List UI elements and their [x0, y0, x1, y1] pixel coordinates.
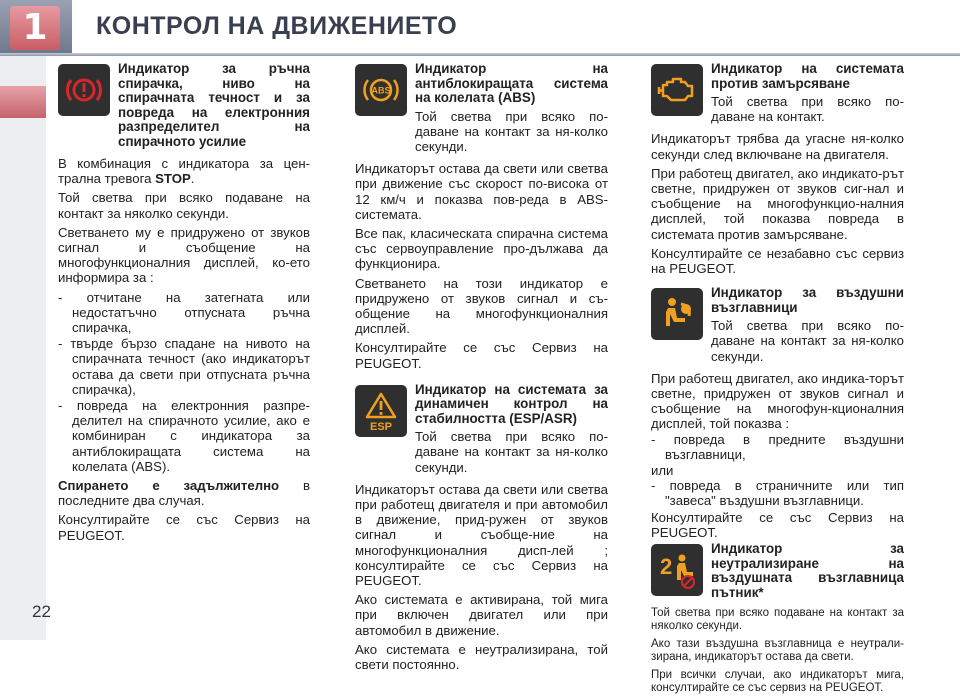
esp-subtitle: Той светва при всяко по-даване на контакт за ня-колко секунди. — [415, 429, 608, 475]
emphasis: Спирането е задължително — [58, 478, 280, 494]
bullet-list — [58, 290, 310, 474]
paragraph: При работещ двигател, ако индикато-рът светне, придружен от звуков сиг-нал и съобщение на многофункцио-налния дисплей, той показва повреда в системата против замърсяване. — [651, 165, 904, 242]
paragraph: Той светва при всяко подаване на контакт за няколко секунди. — [651, 607, 904, 633]
paragraph: При работещ двигател, ако индика-торът светне, придружен от звуков сигнал и съобщение на многофун-кционалния дисплей, той показва : — [651, 370, 904, 432]
esp-icon — [355, 385, 407, 437]
paragraph: Индикаторът остава да свети или светва при движение със скорост по-висока от 12 км/ч и показва пов-реда в ABS-системата. — [355, 161, 608, 222]
paragraph — [58, 478, 310, 508]
parking-brake-section — [58, 62, 310, 152]
paragraph: Индикаторът остава да свети или светва при работещ двигателя и при автомобил в движение, прид-ружен от звуков сигнал и съобще-ние на многофункционалния дисп-лей ; консултирайте се със Сервиз на PEUGEOT. — [355, 481, 608, 589]
list-item: - твърде бързо спадане на нивото на спирачната течност (ако индикаторът остава да свети при отпусната ръчна спирачка), — [58, 336, 310, 397]
text: в последните два случая. — [58, 478, 310, 509]
passenger-text-block — [651, 607, 904, 695]
airbag-subtitle: Той светва при всяко по-даване на контакт за ня-колко секунди. — [711, 318, 904, 364]
paragraph: Ако системата е неутрализирана, той свети постоянно. — [355, 641, 608, 673]
paragraph: Все пак, класическата спирачна система със сервоуправление про-дължава да функционира. — [355, 225, 608, 272]
page-title: КОНТРОЛ НА ДВИЖЕНИЕТО — [96, 12, 458, 40]
column-1 — [58, 62, 310, 547]
chapter-number: 1 — [10, 6, 60, 50]
paragraph: Ако системата е активирана, той мига при включен двигател или при автомобил в движение. — [355, 592, 608, 638]
list-item: - повреда в предните въздушни възглавници, — [651, 432, 904, 462]
list-item: - отчитане на затегната или недостатъчно отпусната ръчна спирачка, — [58, 290, 310, 336]
bullet-list — [651, 432, 904, 462]
passenger-airbag-title: Индикатор за неутрализиране на въздушната възглавница пътник* — [711, 541, 904, 600]
paragraph: При всички случаи, ако индикаторът мига, консултирайте се със сервиз на PEUGEOT. — [651, 668, 904, 695]
paragraph: Консултирайте се незабавно със сервиз на PEUGEOT. — [651, 245, 904, 277]
svg-text:2: 2 — [660, 554, 673, 580]
engine-section — [651, 62, 904, 127]
paragraph: Консултирайте се със Сервиз на PEUGEOT. — [651, 509, 904, 540]
list-item: - повреда в страничните или тип "завеса" въздушни възглавници. — [651, 478, 904, 508]
parking-brake-title: Индикатор за ръчна спирачка, ниво на спирачната течност и за повреда на електронния разпределител на спирачното усилие — [118, 61, 310, 149]
paragraph: Ако тази въздушна възглавница е неутрали-зирана, индикаторът остава да свети. — [651, 637, 904, 664]
airbag-section — [651, 286, 904, 367]
engine-title: Индикатор на системата против замърсяване — [711, 61, 904, 91]
column-3 — [651, 62, 904, 700]
esp-section — [355, 383, 608, 478]
bullet-list — [651, 478, 904, 508]
or-text: или — [651, 463, 674, 479]
engine-check-icon — [651, 64, 703, 116]
column-2 — [355, 62, 608, 676]
paragraph: Той светва при всяко подаване на контакт за няколко секунди. — [58, 190, 310, 221]
svg-text:ABS: ABS — [371, 85, 391, 96]
paragraph: Светването му е придружено от звуков сигнал и съобщение на многофункционалния дисплей, ко-ето информира за : — [58, 224, 310, 286]
passenger-airbag-section — [651, 542, 904, 603]
paragraph: Консултирайте се със Сервиз на PEUGEOT. — [355, 340, 608, 371]
stop-label: STOP — [155, 171, 191, 187]
chapter-tab — [0, 0, 72, 56]
abs-title: Индикатор на антиблокиращата система на колелата (ABS) — [415, 61, 608, 105]
side-tab-marker — [0, 86, 46, 118]
abs-icon — [355, 64, 407, 116]
airbag-icon — [651, 288, 703, 340]
text: В комбинация с индикатора за цен-трална тревога — [58, 156, 310, 187]
paragraph: Индикаторът трябва да угасне ня-колко секунди след включване на двигателя. — [651, 131, 904, 162]
page-number: 22 — [32, 602, 51, 621]
paragraph: Светването на този индикатор е придружено от звуков сигнал и съ-общение на многофункционалния дисплей. — [355, 275, 608, 337]
paragraph — [58, 156, 310, 186]
abs-subtitle: Той светва при всяко по-даване на контакт за ня-колко секунди. — [415, 108, 608, 154]
list-item: - повреда на електронния разпре-делител на спирачното усилие, ако е комбиниран с индикатора за антиблокиращата система на колелата (ABS). — [58, 398, 310, 474]
abs-section — [355, 62, 608, 157]
esp-title: Индикатор на системата за динамичен контрол на стабилността (ESP/ASR) — [415, 381, 608, 426]
side-strip — [0, 56, 46, 640]
airbag-title: Индикатор за въздушни възглавници — [711, 285, 904, 315]
paragraph: Консултирайте се със Сервиз на PEUGEOT. — [58, 512, 310, 543]
brake-warning-icon — [58, 64, 110, 116]
text: . — [190, 171, 195, 187]
svg-text:ESP: ESP — [369, 420, 393, 433]
engine-subtitle: Той светва при всяко по-даване на контакт. — [711, 94, 904, 125]
header-divider — [0, 53, 960, 56]
passenger-airbag-off-icon — [651, 544, 703, 596]
